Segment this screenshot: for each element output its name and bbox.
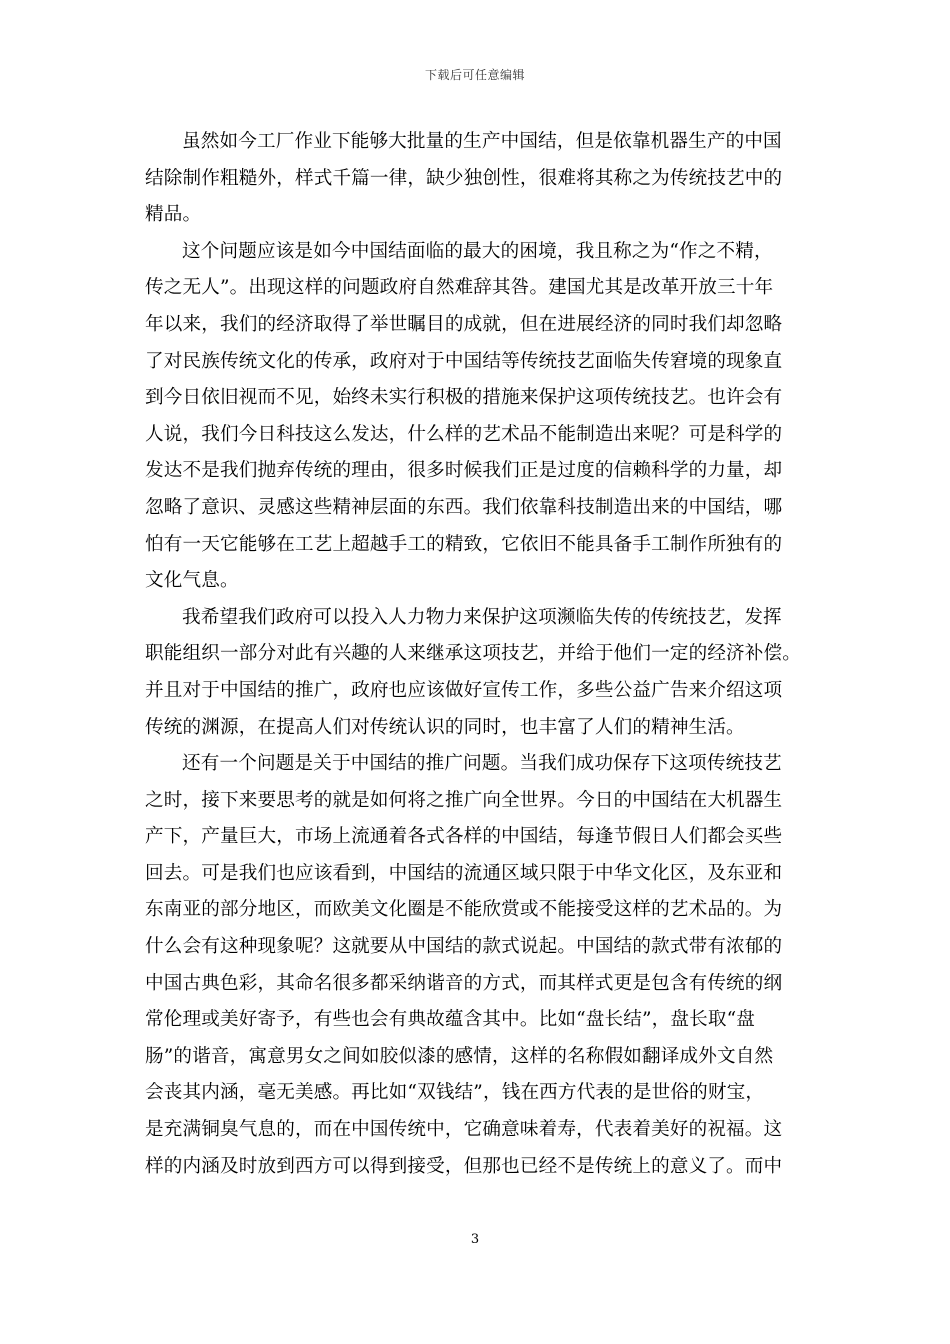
text-line: 会丧其内涵，毫无美感。再比如“双钱结”，钱在西方代表的是世俗的财宝， (145, 1082, 765, 1104)
paragraph (145, 124, 807, 234)
text-line: 传统的渊源，在提高人们对传统认识的同时，也丰富了人们的精神生活。 (145, 716, 745, 738)
text-line: 还有一个问题是关于中国结的推广问题。当我们成功保存下这项传统技艺 (182, 753, 782, 775)
paragraph (145, 234, 807, 600)
text-line: 文化气息。 (145, 570, 239, 592)
text-line: 样的内涵及时放到西方可以得到接受，但那也已经不是传统上的意义了。而中 (145, 1155, 783, 1177)
text-line: 精品。 (145, 204, 202, 226)
text-line: 了对民族传统文化的传承，政府对于中国结等传统技艺面临失传窘境的现象直 (145, 350, 783, 372)
text-line: 我希望我们政府可以投入人力物力来保护这项濒临失传的传统技艺，发挥 (182, 606, 782, 628)
text-line: 结除制作粗糙外，样式千篇一律，缺少独创性，很难将其称之为传统技艺中的 (145, 167, 783, 189)
text-line: 产下，产量巨大，市场上流通着各式各样的中国结，每逢节假日人们都会买些 (145, 826, 783, 848)
text-line: 之时，接下来要思考的就是如何将之推广向全世界。今日的中国结在大机器生 (145, 789, 783, 811)
text-line: 怕有一天它能够在工艺上超越手工的精致，它依旧不能具备手工制作所独有的 (145, 533, 783, 555)
text-line: 忽略了意识、灵感这些精神层面的东西。我们依靠科技制造出来的中国结，哪 (145, 496, 783, 518)
text-line: 职能组织一部分对此有兴趣的人来继承这项技艺，并给于他们一定的经济补偿。 (145, 643, 802, 665)
text-line: 传之无人”。出现这样的问题政府自然难辞其咎。建国尤其是改革开放三十年 (145, 277, 774, 299)
text-line: 肠”的谐音，寓意男女之间如胶似漆的感情，这样的名称假如翻译成外文自然 (145, 1045, 774, 1067)
text-line: 发达不是我们抛弃传统的理由，很多时候我们正是过度的信赖科学的力量，却 (145, 460, 783, 482)
text-line: 人说，我们今日科技这么发达，什么样的艺术品不能制造出来呢？可是科学的 (145, 423, 783, 445)
paragraph (145, 746, 807, 1185)
text-line: 到今日依旧视而不见，始终未实行积极的措施来保护这项传统技艺。也许会有 (145, 387, 783, 409)
text-line: 这个问题应该是如今中国结面临的最大的困境，我且称之为“作之不精， (182, 240, 773, 262)
text-line: 年以来，我们的经济取得了举世瞩目的成就，但在进展经济的同时我们却忽略 (145, 313, 783, 335)
text-line: 东南亚的部分地区，而欧美文化圈是不能欣赏或不能接受这样的艺术品的。为 (145, 899, 783, 921)
text-line: 是充满铜臭气息的，而在中国传统中，它确意味着寿，代表着美好的祝福。这 (145, 1119, 783, 1141)
page-header: 下载后可任意编辑 (424, 68, 525, 82)
text-line: 中国古典色彩，其命名很多都采纳谐音的方式，而其样式更是包含有传统的纲 (145, 972, 783, 994)
text-line: 并且对于中国结的推广，政府也应该做好宣传工作，多些公益广告来介绍这项 (145, 679, 783, 701)
text-line: 什么会有这种现象呢？这就要从中国结的款式说起。中国结的款式带有浓郁的 (145, 936, 783, 958)
text-line: 回去。可是我们也应该看到，中国结的流通区域只限于中华文化区，及东亚和 (145, 862, 783, 884)
paragraph (145, 600, 807, 746)
document-body (145, 124, 807, 1185)
text-line: 常伦理或美好寄予，有些也会有典故蕴含其中。比如“盘长结”，盘长取“盘 (145, 1009, 756, 1031)
text-line: 虽然如今工厂作业下能够大批量的生产中国结，但是依靠机器生产的中国 (182, 131, 782, 152)
page-number: 3 (470, 1232, 480, 1247)
